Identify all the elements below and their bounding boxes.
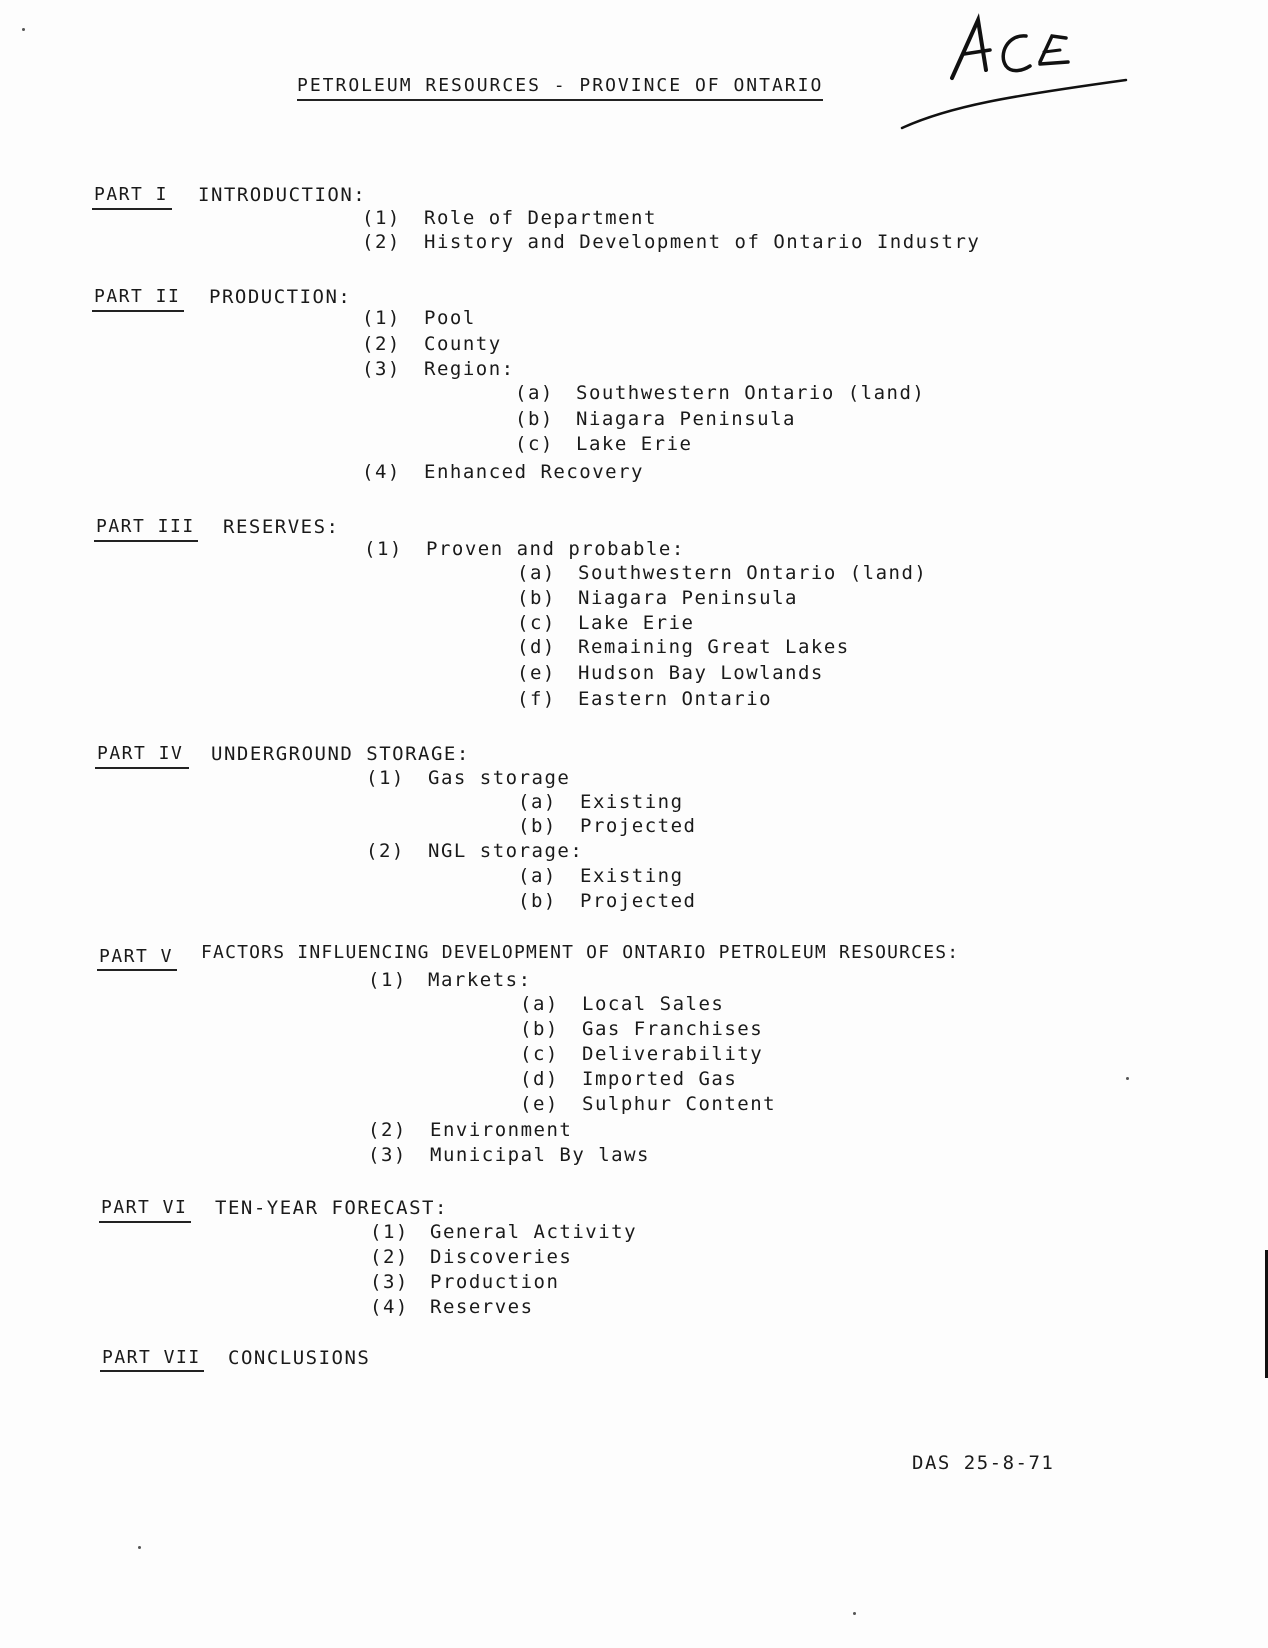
scan-speck <box>22 28 25 31</box>
subitem-letter: (c) <box>515 433 554 455</box>
subitem-text: Hudson Bay Lowlands <box>578 662 824 684</box>
part-underline <box>95 767 189 769</box>
subitem-text: Niagara Peninsula <box>578 587 798 609</box>
part-label: PART I <box>94 184 169 205</box>
part-underline <box>99 1221 191 1223</box>
subitem-text: Eastern Ontario <box>578 688 773 710</box>
subitem-letter: (d) <box>520 1068 559 1090</box>
item-number: (1) <box>362 207 401 229</box>
subitem-text: Southwestern Ontario (land) <box>578 562 928 584</box>
part-underline <box>94 540 198 542</box>
subitem-letter: (a) <box>515 382 554 404</box>
item-number: (3) <box>370 1271 409 1293</box>
subitem-letter: (a) <box>518 865 557 887</box>
subitem-text: Existing <box>580 865 684 887</box>
subitem-letter: (b) <box>518 890 557 912</box>
item-text: Reserves <box>430 1296 534 1318</box>
item-number: (1) <box>370 1221 409 1243</box>
handwritten-initials <box>890 10 1140 140</box>
scan-speck <box>853 1612 856 1615</box>
item-number: (2) <box>366 840 405 862</box>
subitem-text: Deliverability <box>582 1043 764 1065</box>
subitem-letter: (a) <box>517 562 556 584</box>
part-label: PART IV <box>97 743 184 764</box>
part-underline <box>92 208 172 210</box>
item-number: (1) <box>368 969 407 991</box>
item-number: (1) <box>366 767 405 789</box>
subitem-letter: (a) <box>520 993 559 1015</box>
part-heading: INTRODUCTION: <box>198 184 367 206</box>
item-text: Production <box>430 1271 560 1293</box>
subitem-text: Existing <box>580 791 684 813</box>
part-label: PART VI <box>101 1197 188 1218</box>
item-text: General Activity <box>430 1221 638 1243</box>
item-number: (3) <box>362 358 401 380</box>
item-text: Proven and probable: <box>426 538 685 560</box>
part-underline <box>97 969 177 971</box>
item-text: County <box>424 333 502 355</box>
item-text: Enhanced Recovery <box>424 461 644 483</box>
subitem-text: Imported Gas <box>582 1068 738 1090</box>
item-number: (3) <box>368 1144 407 1166</box>
part-heading: TEN-YEAR FORECAST: <box>215 1197 448 1219</box>
part-heading: RESERVES: <box>223 516 340 538</box>
subitem-letter: (b) <box>515 408 554 430</box>
part-heading: FACTORS INFLUENCING DEVELOPMENT OF ONTARIO PETROLEUM RESOURCES: <box>201 942 960 963</box>
subitem-letter: (e) <box>517 662 556 684</box>
item-number: (2) <box>370 1246 409 1268</box>
subitem-text: Southwestern Ontario (land) <box>576 382 926 404</box>
item-number: (2) <box>362 231 401 253</box>
document-reference: DAS 25-8-71 <box>912 1452 1055 1474</box>
part-underline <box>92 310 184 312</box>
subitem-text: Projected <box>580 890 697 912</box>
item-text: Municipal By laws <box>430 1144 650 1166</box>
item-number: (1) <box>362 307 401 329</box>
subitem-text: Sulphur Content <box>582 1093 777 1115</box>
part-label: PART III <box>96 516 195 537</box>
scan-speck <box>138 1546 141 1549</box>
subitem-letter: (b) <box>517 587 556 609</box>
item-number: (2) <box>362 333 401 355</box>
subitem-text: Lake Erie <box>576 433 693 455</box>
subitem-text: Local Sales <box>582 993 725 1015</box>
subitem-letter: (a) <box>518 791 557 813</box>
subitem-text: Gas Franchises <box>582 1018 764 1040</box>
scan-speck <box>1126 1077 1129 1080</box>
part-label: PART VII <box>102 1347 201 1368</box>
part-heading: PRODUCTION: <box>209 286 352 308</box>
item-text: Gas storage <box>428 767 571 789</box>
item-text: Pool <box>424 307 476 329</box>
item-number: (4) <box>370 1296 409 1318</box>
subitem-text: Niagara Peninsula <box>576 408 796 430</box>
subitem-letter: (d) <box>517 636 556 658</box>
subitem-letter: (c) <box>520 1043 559 1065</box>
subitem-letter: (c) <box>517 612 556 634</box>
subitem-letter: (b) <box>520 1018 559 1040</box>
item-number: (4) <box>362 461 401 483</box>
item-text: Region: <box>424 358 515 380</box>
item-text: Discoveries <box>430 1246 573 1268</box>
subitem-text: Remaining Great Lakes <box>578 636 850 658</box>
subitem-letter: (f) <box>517 688 556 710</box>
item-text: Markets: <box>428 969 532 991</box>
subitem-text: Lake Erie <box>578 612 695 634</box>
subitem-letter: (e) <box>520 1093 559 1115</box>
item-text: Environment <box>430 1119 573 1141</box>
part-heading: CONCLUSIONS <box>228 1347 371 1369</box>
item-number: (2) <box>368 1119 407 1141</box>
item-text: NGL storage: <box>428 840 584 862</box>
part-heading: UNDERGROUND STORAGE: <box>211 743 470 765</box>
item-number: (1) <box>364 538 403 560</box>
part-label: PART II <box>94 286 181 307</box>
part-label: PART V <box>99 946 174 967</box>
item-text: History and Development of Ontario Industry <box>424 231 981 253</box>
item-text: Role of Department <box>424 207 657 229</box>
subitem-letter: (b) <box>518 815 557 837</box>
subitem-text: Projected <box>580 815 697 837</box>
part-underline <box>100 1370 204 1372</box>
document-title: PETROLEUM RESOURCES - PROVINCE OF ONTARIO <box>297 75 823 101</box>
